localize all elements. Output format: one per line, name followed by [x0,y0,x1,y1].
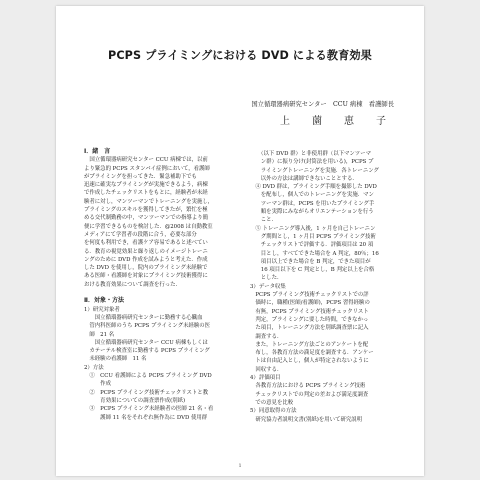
text-line: 回収する． [250,366,283,373]
text-line: トは自由記入とし，個人が特定されないように [250,358,369,365]
text-line: 2）方法 [84,364,104,371]
text-line: 験者に対し，マンツーマンでトレーニングを実施し， [84,198,214,205]
text-line: 調査する． [250,333,283,340]
text-line: ⑤ トレーニング導入後，1 ヶ月を自己トレーニン [250,225,376,232]
text-line: 管内科医師のうち PCPS プライミング未経験の医 [84,323,211,330]
text-line: 有無，PCPS プライミング技術チェックリスト [250,308,369,315]
text-line: める交代制勤務の中，マンツーマンでの指導より簡 [84,215,208,222]
text-line: プライミングのスキルを獲得してきたが，繁忙を極 [84,207,208,214]
left-text-column [84,148,248,422]
text-line: 育効果についての調査票作成(別紙) [84,397,186,404]
paper-title: PCPS プライミングにおける DVD による教育効果 [108,49,372,62]
text-line: 判定，プライミングに要した時間，できなかっ [250,316,369,323]
text-line: 4）評価項目 [250,375,281,382]
text-line: チェックリストで評価する．評価項目は 20 項 [250,242,374,249]
text-line: 順を実際にみながらオリエンテーションを行う [250,209,374,216]
text-line: 国立循環器病研究センターに勤務する心臓血 [84,314,203,321]
text-line: ングのために DVD 作成を試みようと考えた．作成 [84,256,208,263]
text-line: 項目以上できた場合を B 判定，できた項目が [250,258,371,265]
text-line: ② PCPS プライミング技術チェックリストと教 [84,389,209,396]
text-line: を配布し，個人でのトレーニングを実施．マン [250,192,374,199]
text-line: 作成 [84,381,111,388]
text-line: 便に学習できるものを検討した．@2008 は自動教室 [84,223,213,230]
text-line: ン群）に振り分け(封筒法を用いる)，PCPS プ [250,159,374,166]
text-line: 未経験の看護師 11 名 [84,356,147,363]
text-line: ④ DVD 群は，プライミング手順を撮影した DVD [250,184,377,191]
section-heading: Ⅰ．緒 言 [84,148,111,155]
text-line: がプライミングを担ってきた．緊急補助下でも [84,173,197,180]
text-line: こと． [250,217,277,224]
text-line: 護師 11 名をそれぞれ無作為に DVD 使用群 [84,414,208,421]
text-line: より緊急的 PCPS スタンバイ症例において，看護師 [84,165,210,172]
page-number: 1 [238,464,242,469]
text-line: 国立循環器病研究センター CCU 病棟もしくは [84,339,208,346]
text-line: 価時に，職種(医師/看護師)，PCPS 習得経験の [250,300,370,307]
text-line: ① CCU 看護師による PCPS プライミング DVD [84,373,212,380]
text-line: ライミングトレーニングを実施．各トレーニング [250,167,379,174]
text-line: 師 21 名 [84,331,115,338]
text-line: ある医師・看護師を対象にプライミング技術獲得に [84,273,208,280]
text-line: 国立循環器病研究センター CCU 病棟では，以前 [84,157,208,164]
text-line: カテーテル検査室に勤務する PCPS プライミング [84,348,210,355]
text-line: ③ PCPS プライミング未経験者の医師 21 名・看 [84,406,214,413]
text-line: 目とし，すべてできた場合を A 判定，80％；16 [250,250,379,257]
text-line: を何度も利用でき，看護ケア容易であると述べてい [84,240,208,247]
text-line: チェックリストでの判定の差および満足度調査 [250,391,369,398]
document-page [56,6,424,476]
text-line: とした． [250,275,283,282]
author-affiliation: 国立循環器病研究センター CCU 病棟 看護師長 [251,101,394,108]
text-line: る．教育の視覚効果と繰り返しのイメージトレーニ [84,248,208,255]
text-line: 以外の方法は講師できないこととする． [250,175,358,182]
text-line: た項目，トレーニング方法を別紙調査票に記入 [250,325,369,332]
section-heading: Ⅱ．対象・方法 [84,297,124,305]
right-text-column [250,150,414,424]
text-line: おける教育効果について調査を行った． [84,281,181,288]
text-line: 布し，各教育方法の満足度を調査する．アンケー [250,350,374,357]
text-line: した DVD を使用し，院内のプライミング未経験で [84,265,208,272]
text-line: 5）同意取得の方法 [250,408,297,415]
text-line: （以下 DVD 群）と非使用群（以下マンツーマ [250,151,371,157]
text-line: 研究協力者説明文書(別紙)を用いて研究説明 [250,416,363,423]
text-line: で作成したチェックリストをもとに，経験者が未経 [84,190,208,197]
text-line: での意見を比較 [250,399,294,406]
text-line: グ期間とし，1 ヶ月目 PCPS プライミング技術 [250,233,376,240]
text-line: PCPS プライミング技術チェックリストでの評 [250,292,369,299]
text-line: 16 項目以下を C 判定とし，B 判定以上を合格 [250,267,375,274]
text-line: ツーマン群は，PCPS を用いたプライミング手 [250,200,375,207]
text-line: 迅速に確実なプライミングが実施できるよう，病棟 [84,182,208,189]
text-line: また，トレーニング方法ごとのアンケートを配 [250,341,369,348]
text-line: 各教育方法における PCPS プライミング技術 [250,383,366,390]
text-line: メディアにて学習者の段階に合う，必要な部分 [84,231,197,238]
text-line: 3）データ収集 [250,283,286,290]
author-name: 上 薗 恵 子 [280,116,392,127]
text-line: 1）研究対象者 [84,306,120,313]
